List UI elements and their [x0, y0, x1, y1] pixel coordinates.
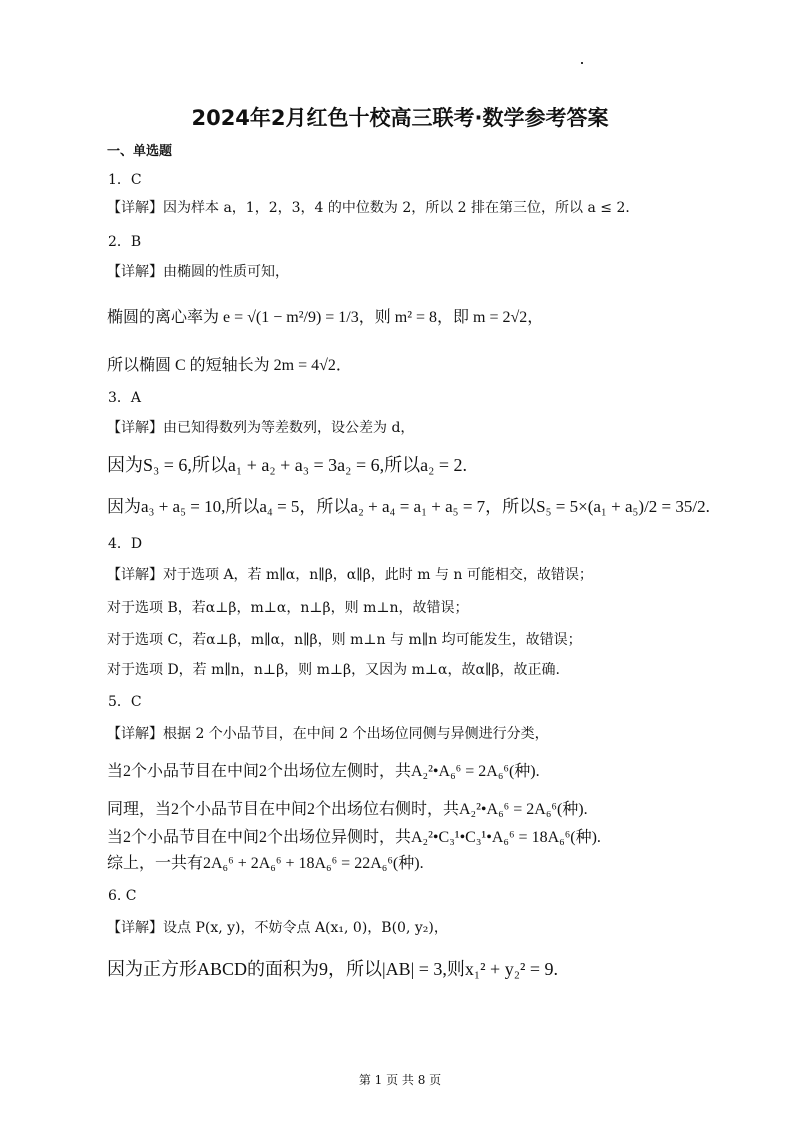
explanation-4b: 对于选项 B，若α⊥β，m⊥α，n⊥β，则 m⊥n，故错误；: [107, 600, 469, 616]
explanation-4a: 【详解】对于选项 A，若 m∥α，n∥β，α∥β，此时 m 与 n 可能相交，故错误；: [107, 567, 593, 583]
explanation-5d: 当2个小品节目在中间2个出场位异侧时，共A₂²•C₃¹•C₃¹•A₆⁶ = 18A₆⁶(种).: [107, 829, 601, 846]
explanation-5a: 【详解】根据 2 个小品节目，在中间 2 个出场位同侧与异侧进行分类，: [107, 726, 549, 742]
explanation-5b: 当2个小品节目在中间2个出场位左侧时，共A₂²•A₆⁶ = 2A₆⁶(种).: [107, 763, 540, 780]
explanation-2b: 椭圆的离心率为 e = √(1 − m²/9) = 1/3，则 m² = 8，即 m = 2√2，: [107, 309, 544, 326]
scan-dot: [581, 62, 583, 64]
answer-5: 5．C: [108, 694, 142, 710]
explanation-6a: 【详解】设点 P(x, y)，不妨令点 A(x₁, 0)，B(0, y₂)，: [107, 920, 448, 936]
explanation-5e: 综上，一共有2A₆⁶ + 2A₆⁶ + 18A₆⁶ = 22A₆⁶(种).: [107, 855, 424, 872]
explanation-4c: 对于选项 C，若α⊥β，m∥α，n∥β，则 m⊥n 与 m∥n 均可能发生，故错误；: [107, 632, 582, 648]
explanation-2c: 所以椭圆 C 的短轴长为 2m = 4√2．: [107, 357, 352, 374]
answer-4: 4．D: [108, 536, 143, 552]
page-title: 2024年2月红色十校高三联考·数学参考答案: [191, 106, 609, 130]
answer-2: 2．B: [108, 234, 142, 250]
explanation-6b: 因为正方形ABCD的面积为9，所以|AB| = 3,则x₁² + y₂² = 9.: [107, 959, 559, 979]
explanation-1: 【详解】因为样本 a，1，2，3，4 的中位数为 2，所以 2 排在第三位，所以 a ≤ 2．: [107, 200, 640, 216]
answer-3: 3．A: [108, 390, 142, 406]
explanation-3b: 因为S₃ = 6,所以a₁ + a₂ + a₃ = 3a₂ = 6,所以a₂ = 2.: [107, 455, 468, 475]
explanation-3c: 因为a₃ + a₅ = 10,所以a₄ = 5，所以a₂ + a₄ = a₁ + a₅ = 7，所以S₅ = 5×(a₁ + a₅)/2 = 35/2.: [107, 497, 710, 516]
explanation-4d: 对于选项 D，若 m∥n，n⊥β，则 m⊥β，又因为 m⊥α，故α∥β，故正确.: [107, 662, 560, 678]
section-heading: 一、单选题: [107, 144, 173, 159]
explanation-2a: 【详解】由椭圆的性质可知，: [107, 264, 289, 280]
explanation-5c: 同理，当2个小品节目在中间2个出场位右侧时，共A₂²•A₆⁶ = 2A₆⁶(种).: [107, 801, 588, 818]
page-footer: 第 1 页 共 8 页: [358, 1073, 442, 1087]
answer-6: 6. C: [108, 888, 137, 904]
explanation-3a: 【详解】由已知得数列为等差数列，设公差为 d，: [107, 420, 415, 436]
answer-1: 1．C: [108, 172, 142, 188]
